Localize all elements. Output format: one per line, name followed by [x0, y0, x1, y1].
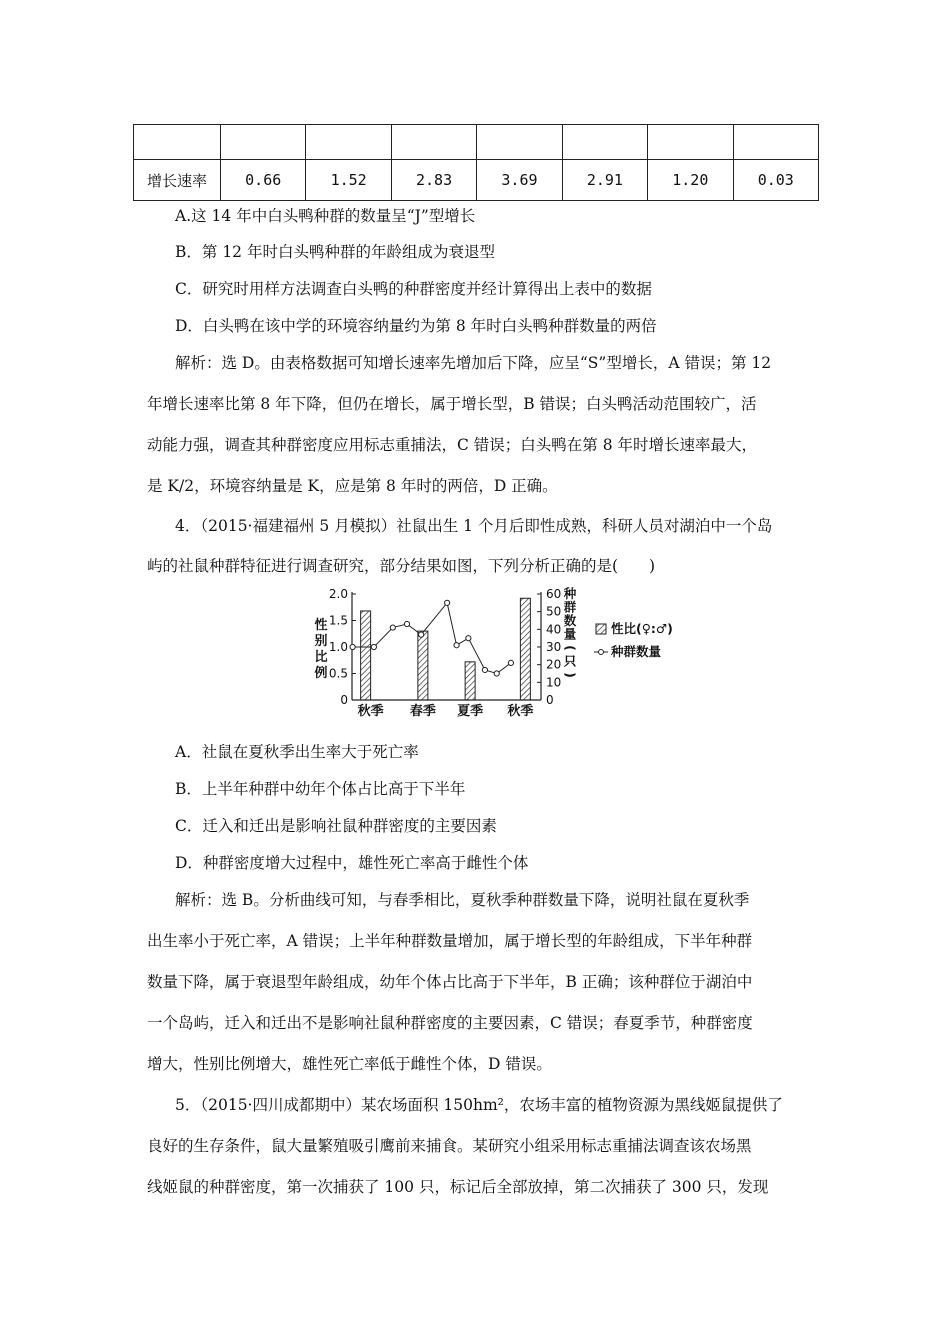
table-cell — [306, 125, 391, 160]
q4-option-a: A．社鼠在夏秋季出生率大于死亡率 — [175, 743, 419, 761]
right-axis-label: 数 — [563, 613, 577, 628]
sex-ratio-bar — [361, 611, 371, 700]
q4-analysis-line: 增大，性别比例增大，雄性死亡率低于雌性个体，D 错误。 — [147, 1055, 552, 1073]
table-cell: 2.83 — [391, 160, 476, 201]
table-cell — [562, 125, 647, 160]
right-tick-label: 10 — [546, 675, 562, 690]
population-point — [482, 667, 487, 672]
q3-option-b: B．第 12 年时白头鸭种群的年龄组成为衰退型 — [175, 243, 495, 261]
right-axis-label: 量 — [563, 626, 577, 642]
population-point — [404, 621, 409, 626]
table-cell: 0.66 — [221, 160, 306, 201]
q3-analysis-line: 年增长速率比第 8 年下降，但仍在增长，属于增长型，B 错误；白头鸭活动范围较广，活 — [147, 395, 757, 413]
right-tick-label: 50 — [546, 604, 562, 619]
right-axis-label: 只 — [563, 653, 577, 669]
category-label: 秋季 — [357, 704, 384, 719]
population-point — [419, 632, 424, 637]
left-tick-label: 2.0 — [328, 587, 348, 601]
right-tick-label: 0 — [546, 693, 554, 707]
table-cell: 2.91 — [562, 160, 647, 201]
population-point — [445, 600, 450, 605]
q4-analysis-line: 一个岛屿，迁入和迁出不是影响社鼠种群密度的主要因素，C 错误；春夏季节，种群密度 — [147, 1014, 753, 1032]
right-tick-label: 60 — [546, 587, 562, 601]
category-label: 夏季 — [457, 704, 484, 719]
sex-ratio-bar — [520, 598, 530, 700]
q3-option-c: C．研究时用样方法调查白头鸭的种群密度并经计算得出上表中的数据 — [175, 280, 652, 298]
sex-ratio-bar — [465, 662, 475, 700]
table-row — [134, 160, 819, 201]
population-line — [353, 603, 511, 674]
table-cell — [648, 125, 733, 160]
right-axis-label: 种 — [563, 586, 577, 601]
population-chart — [305, 584, 705, 724]
table-cell: 0.03 — [733, 160, 818, 201]
q3-analysis-line: 解析：选 D。由表格数据可知增长速率先增加后下降，应呈“S”型增长，A 错误；第 12 — [175, 354, 772, 372]
q5-stem-line: 线姬鼠的种群密度，第一次捕获了 100 只，标记后全部放掉，第二次捕获了 300 只，发现 — [147, 1178, 769, 1196]
q5-stem-line: 良好的生存条件，鼠大量繁殖吸引鹰前来捕食。某研究小组采用标志重捕法调查该农场黑 — [147, 1137, 752, 1155]
table-cell — [221, 125, 306, 160]
left-axis-label: 比 — [314, 650, 328, 665]
q5-stem-line: 5．（2015·四川成都期中）某农场面积 150hm²，农场丰富的植物资源为黑线姬鼠提供了 — [175, 1096, 783, 1114]
right-axis-label: ) — [563, 672, 578, 678]
right-tick-label: 30 — [546, 640, 562, 654]
q4-option-d: D．种群密度增大过程中，雄性死亡率高于雌性个体 — [175, 854, 529, 872]
table-cell: 1.20 — [648, 160, 733, 201]
legend-bar-swatch — [596, 624, 606, 634]
q4-analysis-line: 数量下降，属于衰退型年龄组成，幼年个体占比高于下半年，B 正确；该种群位于湖泊中 — [147, 973, 753, 991]
q4-option-c: C．迁入和迁出是影响社鼠种群密度的主要因素 — [175, 817, 497, 835]
q4-option-b: B．上半年种群中幼年个体占比高于下半年 — [175, 780, 466, 798]
q4-stem-line: 4．（2015·福建福州 5 月模拟）社鼠出生 1 个月后即性成熟，科研人员对湖泊中一个岛 — [175, 517, 773, 535]
sex-ratio-bar — [418, 631, 428, 700]
legend-line-label: 种群数量 — [611, 644, 662, 659]
population-point — [454, 643, 459, 648]
legend-bar-label: 性比(♀:♂) — [611, 621, 673, 636]
table-row — [134, 125, 819, 160]
table-cell — [391, 125, 476, 160]
left-tick-label: 1.0 — [328, 640, 348, 654]
right-axis-label: ( — [563, 645, 578, 651]
population-point — [350, 644, 355, 649]
table-cell: 1.52 — [306, 160, 391, 201]
left-tick-label: 0.5 — [328, 666, 348, 681]
legend-line-marker — [599, 650, 604, 655]
table-cell: 3.69 — [477, 160, 562, 201]
q3-option-d: D．白头鸭在该中学的环境容纳量约为第 8 年时白头鸭种群数量的两倍 — [175, 317, 657, 335]
population-point — [371, 644, 376, 649]
right-tick-label: 20 — [546, 657, 562, 672]
population-point — [508, 660, 513, 665]
population-point — [494, 671, 499, 676]
q4-analysis-line: 解析：选 B。分析曲线可知，与春季相比，夏秋季种群数量下降，说明社鼠在夏秋季 — [175, 891, 750, 909]
left-tick-label: 1.5 — [328, 613, 348, 628]
q3-option-a: A.这 14 年中白头鸭种群的数量呈“J”型增长 — [175, 207, 476, 225]
population-point — [390, 625, 395, 630]
left-axis-label: 别 — [314, 634, 328, 649]
left-axis-label: 性 — [314, 618, 328, 633]
table-cell — [477, 125, 562, 160]
left-tick-label: 0 — [340, 693, 348, 707]
left-axis-label: 例 — [314, 666, 328, 681]
row-header: 增长速率 — [134, 160, 221, 201]
right-axis-label: 群 — [563, 599, 577, 615]
table-cell — [733, 125, 818, 160]
q4-stem-line: 屿的社鼠种群特征进行调查研究，部分结果如图，下列分析正确的是( ) — [147, 557, 656, 575]
category-label: 春季 — [409, 704, 436, 719]
table-cell — [134, 125, 221, 160]
q3-analysis-line: 是 K/2，环境容纳量是 K，应是第 8 年时的两倍，D 正确。 — [147, 477, 558, 495]
category-label: 秋季 — [507, 704, 534, 719]
population-point — [466, 636, 471, 641]
right-tick-label: 40 — [546, 622, 562, 637]
q3-analysis-line: 动能力强，调查其种群密度应用标志重捕法，C 错误；白头鸭在第 8 年时增长速率最大， — [147, 436, 758, 454]
q4-analysis-line: 出生率小于死亡率，A 错误；上半年种群数量增加，属于增长型的年龄组成，下半年种群 — [147, 932, 753, 950]
growth-rate-table — [133, 124, 819, 201]
